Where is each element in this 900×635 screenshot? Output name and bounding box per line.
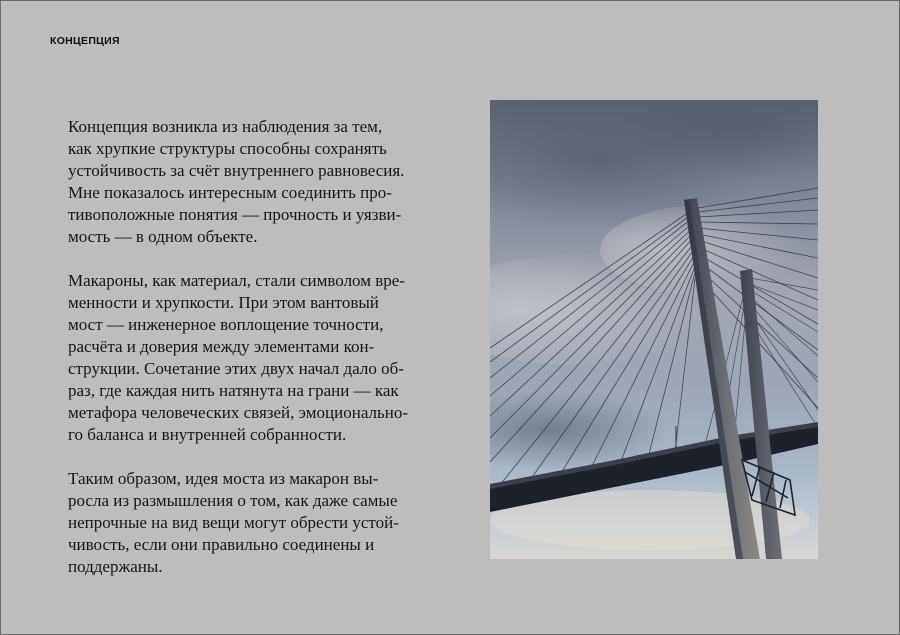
text-line: струкции. Сочетание этих двух начал дало об-	[68, 359, 404, 378]
text-line: Концепция возникла из наблюдения за тем,	[68, 117, 383, 136]
text-line: поддержаны.	[68, 557, 163, 576]
text-line: расчёта и доверия между элементами кон-	[68, 337, 375, 356]
text-line: тивоположные понятия — прочность и уязви-	[68, 205, 402, 224]
text-line: раз, где каждая нить натянута на грани — как	[68, 381, 399, 400]
text-line: чивость, если они правильно соединены и	[68, 535, 375, 554]
text-line: непрочные на вид вещи могут обрести устой-	[68, 513, 399, 532]
concept-text	[68, 116, 428, 600]
text-line: Таким образом, идея моста из макарон вы-	[68, 469, 379, 488]
section-title: КОНЦЕПЦИЯ	[50, 35, 120, 47]
paragraph-3	[68, 468, 428, 578]
text-line: росла из размышления о том, как даже самые	[68, 491, 398, 510]
paragraph-1	[68, 116, 428, 248]
text-line: как хрупкие структуры способны сохранять	[68, 139, 387, 158]
paragraph-2	[68, 270, 428, 446]
text-line: го баланса и внутренней собранности.	[68, 425, 347, 444]
bridge-photo	[490, 100, 818, 559]
text-line: мость — в одном объекте.	[68, 227, 258, 246]
text-line: метафора человеческих связей, эмоционально-	[68, 403, 409, 422]
text-line: мост — инженерное воплощение точности,	[68, 315, 384, 334]
text-line: менности и хрупкости. При этом вантовый	[68, 293, 379, 312]
text-line: устойчивость за счёт внутреннего равновесия.	[68, 161, 405, 180]
text-line: Мне показалось интересным соединить про-	[68, 183, 392, 202]
text-line: Макароны, как материал, стали символом вре-	[68, 271, 405, 290]
